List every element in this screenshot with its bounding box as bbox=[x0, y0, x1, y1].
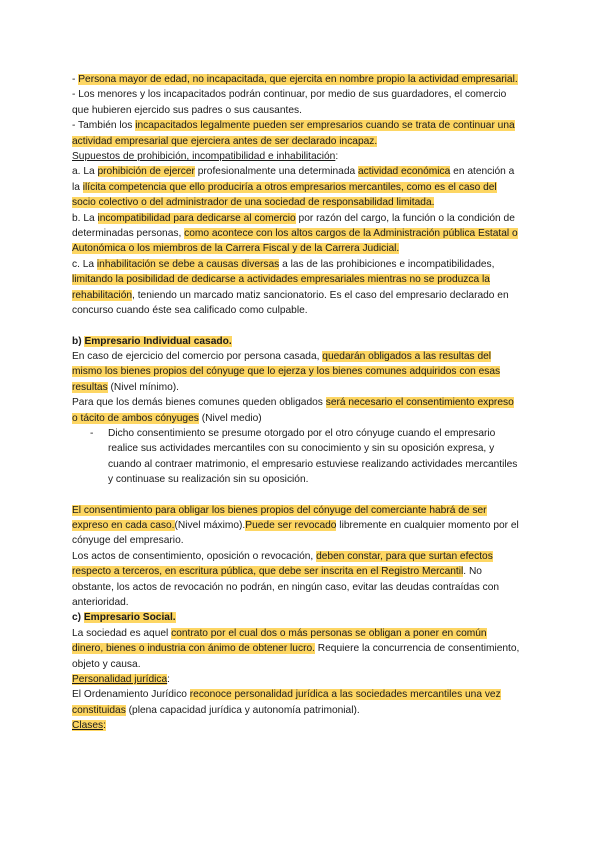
text: (Nivel mínimo). bbox=[107, 381, 179, 393]
highlight: Empresario Individual casado. bbox=[84, 335, 232, 347]
bullet-text: Dicho consentimiento se presume otorgado por el otro cónyuge cuando el empresario realice sus actividades mercantiles con su conocimiento y sin su oposición expresa, y cuando al contraer matrimonio, el empresario estuviese realizando actividades mercantiles y continuase su realización sin su oposición. bbox=[108, 427, 518, 486]
text: c. La bbox=[72, 258, 97, 270]
bullet-dash: - bbox=[90, 427, 94, 439]
highlight: limitando la posibilidad de dedicarse a actividades empresariales mientras no se produzca la rehabilitación bbox=[72, 274, 490, 301]
highlight: Puede ser revocado bbox=[245, 519, 337, 531]
text: La sociedad es aquel bbox=[72, 627, 172, 639]
text: (Nivel medio) bbox=[198, 412, 262, 424]
text: a. La bbox=[72, 166, 98, 178]
spacer bbox=[72, 488, 520, 503]
paragraph-incompatibilidad bbox=[72, 211, 520, 257]
highlight: ilícita competencia que ello produciría a otros empresarios mercantiles, como es el caso del socio colectivo o del administrador de una sociedad de responsabilidad limitada. bbox=[72, 181, 497, 209]
text: En caso de ejercicio del comercio por persona casada, bbox=[72, 350, 323, 362]
spacer bbox=[72, 319, 520, 334]
highlight: como acontece con los altos cargos de la Administración pública Estatal o Autonómica o los miembros de la Carrera Fiscal y de la Carrera Judicial. bbox=[72, 228, 518, 255]
text: (plena capacidad jurídica y autonomía patrimonial). bbox=[125, 704, 360, 716]
highlight: incapacitados legalmente pueden ser empresarios cuando se trata de continuar una actividad empresarial que ejerciera antes de ser declarado incapaz. bbox=[72, 120, 515, 147]
highlight: Persona mayor de edad, no incapacitada, que ejercita en nombre propio la actividad empresarial bbox=[78, 74, 515, 85]
text: c) bbox=[72, 612, 84, 624]
text: - bbox=[72, 74, 79, 85]
paragraph-ordenamiento bbox=[72, 687, 520, 718]
heading-clases bbox=[72, 718, 520, 733]
underlined-heading: Personalidad jurídica bbox=[72, 674, 168, 686]
text: Los actos de consentimiento, oposición o revocación, bbox=[72, 550, 317, 562]
paragraph-bienes-comunes bbox=[72, 395, 520, 426]
text: b. La bbox=[72, 212, 98, 224]
highlight: Empresario Social. bbox=[83, 612, 176, 624]
highlight: actividad económica bbox=[358, 166, 451, 178]
text: por razón del cargo, la función o la condición de determinadas personas, bbox=[72, 212, 515, 240]
paragraph-menores: - Los menores y los incapacitados podrán continuar, por medio de sus guardadores, el comercio que hubieren ejercido sus padres o sus causantes. bbox=[72, 89, 507, 116]
highlight: reconoce personalidad jurídica a las sociedades mercantiles una vez constituidas bbox=[72, 689, 501, 716]
text: (Nivel máximo). bbox=[174, 519, 246, 531]
underlined-heading: Clases bbox=[72, 720, 104, 732]
text: Para que los demás bienes comunes queden obligados bbox=[72, 397, 326, 409]
heading-empresario-casado bbox=[72, 334, 520, 349]
text: en atención a la bbox=[72, 166, 515, 193]
highlight: . bbox=[514, 74, 518, 85]
list-item bbox=[90, 426, 520, 488]
highlight: será necesario el consentimiento expreso o tácito de ambos cónyuges bbox=[72, 397, 514, 424]
paragraph-inhabilitacion bbox=[72, 257, 520, 319]
text: El Ordenamiento Jurídico bbox=[72, 689, 190, 701]
text: - También los bbox=[72, 120, 136, 132]
highlight: prohibición de ejercer bbox=[97, 166, 195, 178]
highlight: El consentimiento para obligar los bienes propios del cónyuge del comerciante habrá de ser expreso en cada caso. bbox=[72, 504, 487, 531]
heading-personalidad bbox=[72, 672, 520, 687]
paragraph-consentimiento bbox=[72, 503, 520, 549]
text: : bbox=[167, 674, 170, 686]
text: profesionalmente una determinada bbox=[194, 166, 359, 178]
text: , teniendo un marcado matiz sancionatorio. Es el caso del empresario declarado en concurso cuando éste sea calificado como culpable. bbox=[72, 289, 509, 317]
highlight: inhabilitación se debe a causas diversas bbox=[96, 258, 280, 270]
heading-empresario-social bbox=[72, 610, 520, 625]
text: b) bbox=[72, 335, 85, 347]
highlight: contrato por el cual dos o más personas se obligan a poner en común dinero, bienes o industria con ánimo de obtener lucro. bbox=[72, 627, 487, 655]
paragraph-actos bbox=[72, 549, 520, 611]
text: : bbox=[335, 151, 339, 163]
highlight: incompatibilidad para dedicarse al comercio bbox=[97, 212, 296, 224]
text: Requiere la concurrencia de consentimiento, objeto y causa. bbox=[72, 643, 520, 670]
paragraph-prohibicion bbox=[72, 164, 520, 210]
highlight: : bbox=[103, 720, 106, 732]
text: . No obstante, los actos de revocación no podrán, en ningún caso, evitar las deudas contraídas con anterioridad. bbox=[72, 566, 500, 608]
highlight: quedarán obligados a las resultas del mismo los bienes propios del cónyuge que lo ejerza y los bienes comunes adquiridos con esas resultas bbox=[72, 350, 501, 393]
paragraph-incapacitados bbox=[72, 118, 520, 149]
paragraph-sociedad bbox=[72, 626, 520, 672]
highlight: deben constar, para que surtan efectos respecto a terceros, en escritura pública, que debe ser inscrita en el Registro Mercantil bbox=[72, 550, 493, 578]
heading-supuestos bbox=[72, 149, 520, 164]
paragraph-persona-mayor bbox=[72, 72, 520, 87]
paragraph-persona-casada bbox=[72, 349, 520, 395]
text: libremente en cualquier momento por el cónyuge del empresario. bbox=[72, 519, 519, 547]
underlined-heading: Supuestos de prohibición, incompatibilidad e inhabilitación bbox=[72, 151, 336, 163]
text: a las de las prohibiciones e incompatibilidades, bbox=[279, 258, 495, 270]
